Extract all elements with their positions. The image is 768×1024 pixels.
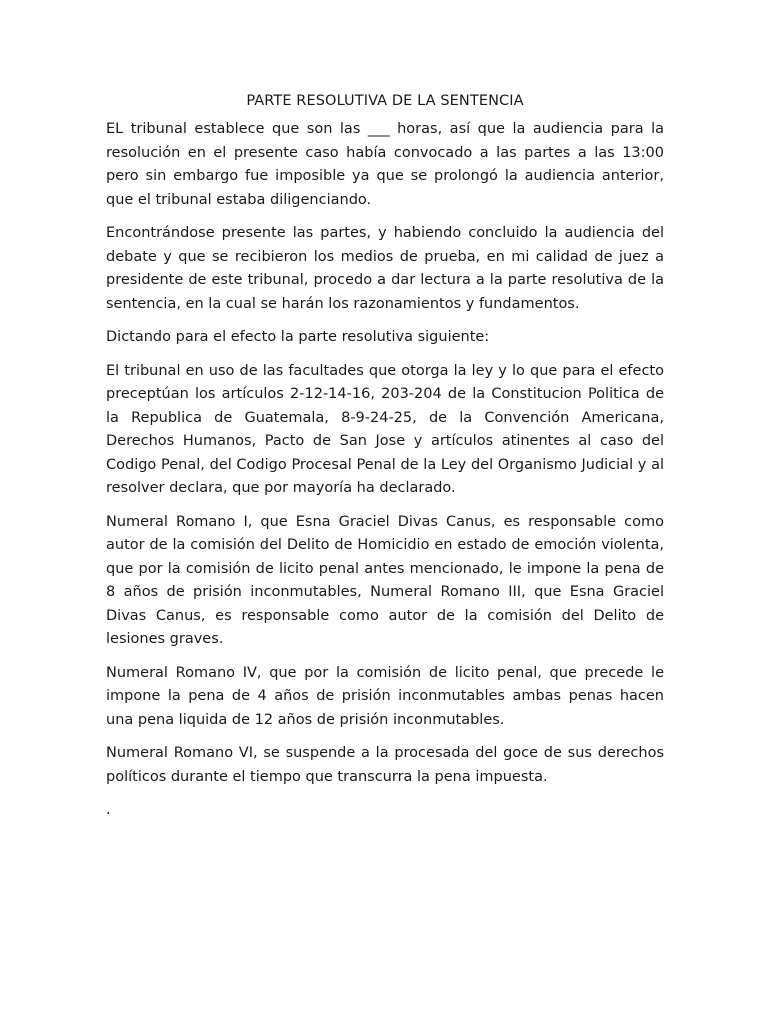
document-title: PARTE RESOLUTIVA DE LA SENTENCIA <box>246 93 524 109</box>
paragraph-legal-basis: El tribunal en uso de las facultades que otorga la ley y lo que para el efecto preceptúan los artículos 2-12-14-16, 203-204 de la Constitucion Politica de la Republica de Guatemala, 8-9-24-25, de la Convención Americana, Derechos Humanos, Pacto de San Jose y artículos atinentes al caso del Codigo Penal, del Codigo Procesal Penal de la Ley del Organismo Judicial y al resolver declara, que por mayoría ha declarado. <box>106 362 664 496</box>
trailing-period: . <box>106 802 111 818</box>
paragraph-dictando: Dictando para el efecto la parte resolutiva siguiente: <box>106 329 490 345</box>
paragraph-opening: EL tribunal establece que son las ___ horas, así que la audiencia para la resolución en el presente caso había convocado a las partes a las 13:00 pero sin embargo fue imposible ya que se prolongó la audiencia anterior, que el tribunal estaba diligenciando. <box>106 121 664 208</box>
document-page <box>106 90 664 823</box>
paragraph-parties-present: Encontrándose presente las partes, y habiendo concluido la audiencia del debate y que se recibieron los medios de prueba, en mi calidad de juez a presidente de este tribunal, procedo a dar lectura a la parte resolutiva de la sentencia, en la cual se harán los razonamientos y fundamentos. <box>106 225 664 312</box>
paragraph-numeral-vi: Numeral Romano VI, se suspende a la procesada del goce de sus derechos políticos durante el tiempo que transcurra la pena impuesta. <box>106 745 664 785</box>
paragraph-numeral-i-iii: Numeral Romano I, que Esna Graciel Divas Canus, es responsable como autor de la comisión del Delito de Homicidio en estado de emoción violenta, que por la comisión de licito penal antes mencionado, le impone la pena de 8 años de prisión inconmutables, Numeral Romano III, que Esna Graciel Divas Canus, es responsable como autor de la comisión del Delito de lesiones graves. <box>106 513 664 647</box>
paragraph-numeral-iv: Numeral Romano IV, que por la comisión de licito penal, que precede le impone la pena de 4 años de prisión inconmutables ambas penas hacen una pena liquida de 12 años de prisión inconmutables. <box>106 664 664 728</box>
